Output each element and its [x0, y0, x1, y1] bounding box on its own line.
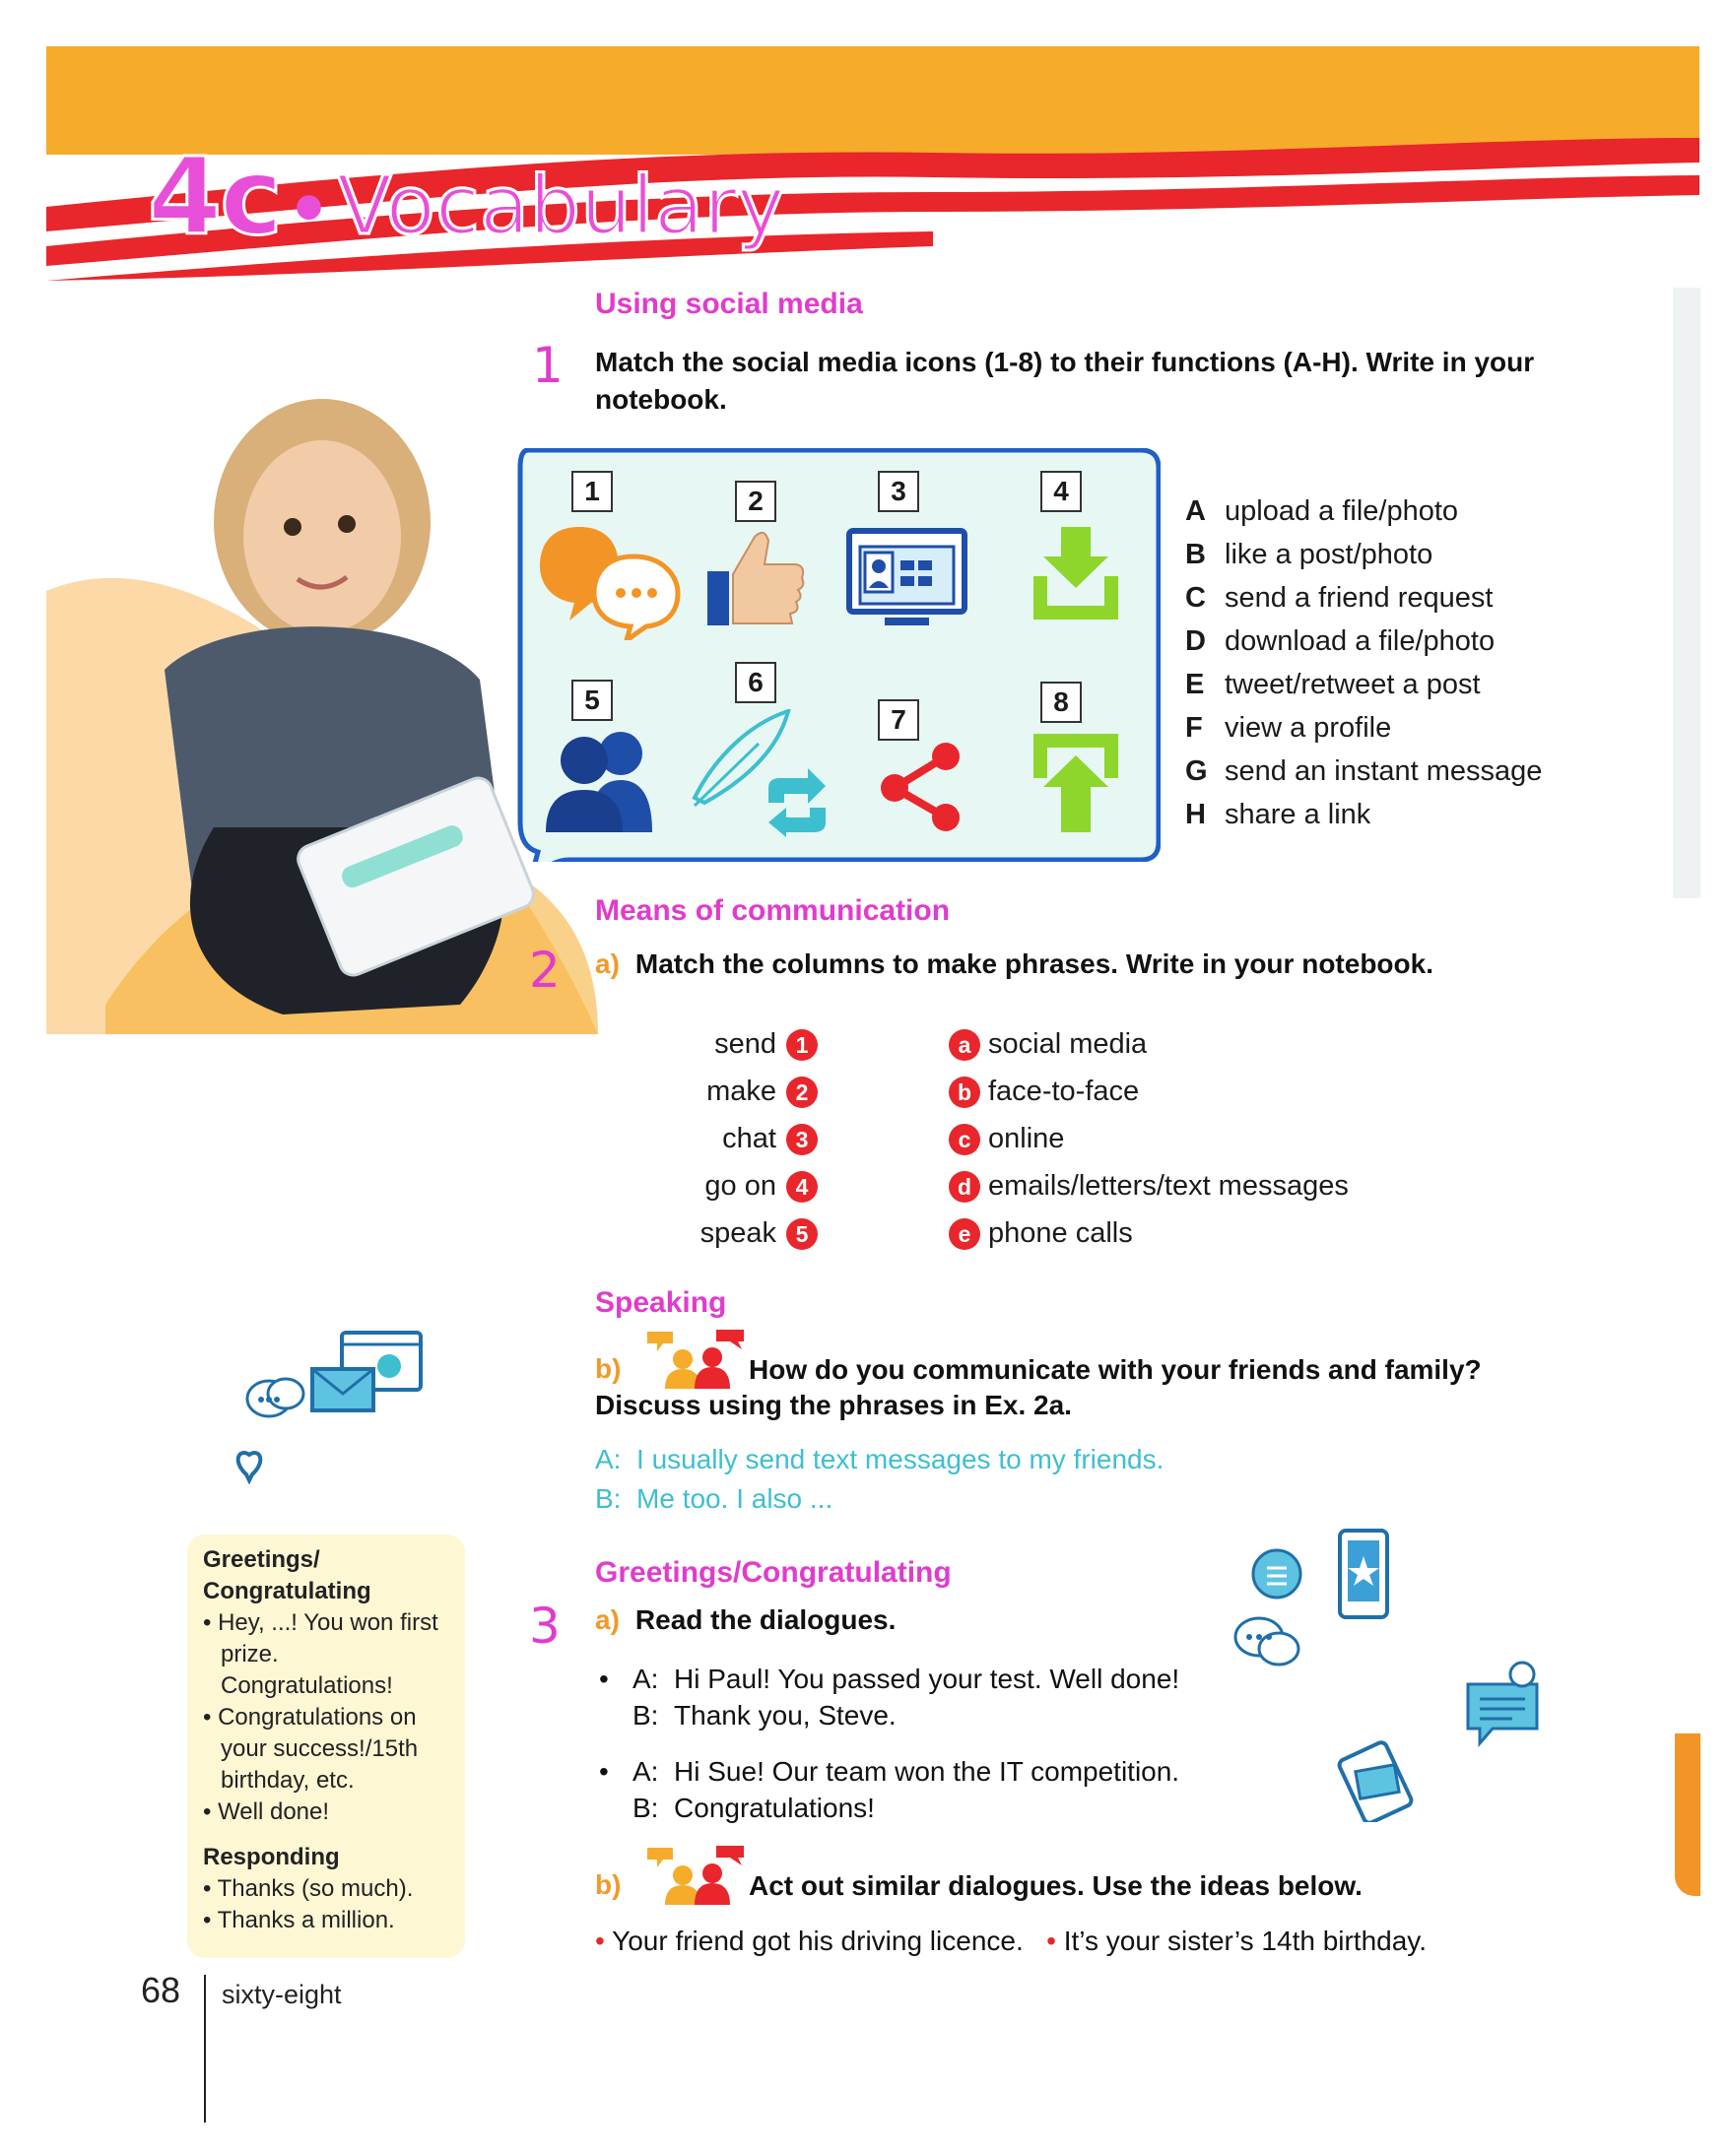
sidebox-item-cont: your success!/15th: [221, 1735, 419, 1762]
exercise-number-3: 3: [529, 1598, 561, 1655]
function-item: G send an instant message: [1185, 755, 1543, 787]
page-word: sixty-eight: [222, 1980, 342, 2009]
dialogue-1: A: Hi Paul! You passed your test. Well done! B: Thank you, Steve.: [632, 1664, 1180, 1731]
chat-bubbles-icon: [540, 522, 683, 640]
model-line-b: B: Me too. I also ...: [595, 1483, 833, 1514]
sidebox-item: • Congratulations on: [203, 1704, 417, 1731]
sidebox-item-cont: birthday, etc.: [221, 1767, 355, 1794]
page-number: 68: [141, 1970, 181, 2010]
number-badge: 5: [786, 1218, 818, 1250]
sidebox-item: • Well done!: [203, 1798, 330, 1825]
sidebox-heading: Congratulating: [203, 1578, 371, 1604]
verb-item: make: [706, 1076, 776, 1107]
sub-letter-b: b): [595, 1353, 622, 1384]
people-icon: [540, 729, 668, 832]
thumbs-up-icon: [707, 527, 806, 625]
model-line-a: A: I usually send text messages to my friends.: [595, 1444, 1164, 1474]
section-heading-speaking: Speaking: [595, 1286, 727, 1319]
messaging-icons-decoration: [232, 1325, 433, 1497]
ending-item: social media: [988, 1028, 1148, 1060]
function-item: A upload a file/photo: [1185, 495, 1459, 527]
unit-number: 4c: [148, 136, 282, 259]
share-icon: [875, 739, 968, 832]
right-edge-tab: [1675, 1733, 1700, 1896]
footer-rule: [204, 1975, 206, 2123]
sidebox-item-cont: Congratulations!: [221, 1672, 393, 1699]
exercise-2a-instruction: a) Match the columns to make phrases. Write in your notebook.: [595, 948, 1433, 979]
dialogue-bullet: •: [599, 1756, 609, 1787]
verb-item: go on: [704, 1170, 776, 1202]
title-bullet: •: [287, 169, 331, 250]
verb-item: send: [714, 1028, 776, 1060]
dialogue-bullet: •: [599, 1664, 609, 1694]
letter-badge: d: [949, 1171, 980, 1203]
quill-retweet-icon: [690, 709, 837, 837]
function-item: E tweet/retweet a post: [1185, 669, 1481, 700]
pair-work-icon: [645, 1846, 749, 1905]
unit-title-block: [148, 136, 784, 259]
icon-number-box: 1: [571, 471, 613, 512]
sidebox-heading: Responding: [203, 1844, 340, 1870]
exercise-2b-instruction-line2: Discuss using the phrases in Ex. 2a.: [595, 1390, 1072, 1420]
function-item: F view a profile: [1185, 712, 1392, 744]
ending-item: online: [988, 1123, 1065, 1154]
verb-item: chat: [722, 1123, 776, 1154]
profile-window-icon: [845, 527, 968, 630]
sidebox-item: • Thanks a million.: [203, 1907, 395, 1933]
phone-message-icons-decoration: [1231, 1527, 1581, 1822]
unit-title: Vocabulary: [336, 160, 785, 253]
exercise-3b-instruction: Act out similar dialogues. Use the ideas below.: [749, 1870, 1363, 1901]
upload-icon: [1030, 734, 1123, 832]
function-item: D download a file/photo: [1185, 625, 1496, 657]
function-item: B like a post/photo: [1185, 539, 1433, 570]
icon-number-box: 2: [735, 481, 776, 522]
section-heading-social-media: Using social media: [595, 288, 863, 320]
section-heading-greetings: Greetings/Congratulating: [595, 1556, 952, 1589]
exercise-number-2: 2: [529, 942, 561, 999]
ideas-line: • Your friend got his driving licence. • It’s your sister’s 14th birthday.: [595, 1926, 1428, 1956]
ending-item: face-to-face: [988, 1076, 1140, 1107]
exercise-1-instruction: Match the social media icons (1-8) to their functions (A-H). Write in your notebook.: [595, 347, 1535, 415]
ending-item: emails/letters/text messages: [988, 1170, 1349, 1202]
sidebox-item: • Thanks (so much).: [203, 1875, 414, 1902]
sidebox-item-cont: prize.: [221, 1641, 279, 1667]
sub-letter-b: b): [595, 1869, 622, 1900]
section-heading-means: Means of communication: [595, 894, 951, 927]
number-badge: 2: [786, 1077, 818, 1108]
function-item: C send a friend request: [1185, 582, 1494, 614]
download-icon: [1030, 527, 1123, 621]
icon-number-box: 3: [878, 471, 919, 512]
ending-item: phone calls: [988, 1217, 1133, 1249]
letter-badge: a: [949, 1029, 980, 1061]
exercise-3a-instruction: a) Read the dialogues.: [595, 1604, 897, 1635]
icon-number-box: 8: [1040, 682, 1082, 723]
function-item: H share a link: [1185, 799, 1371, 830]
letter-badge: c: [949, 1124, 980, 1155]
exercise-2b-instruction-line1: How do you communicate with your friends and family?: [749, 1354, 1482, 1385]
number-badge: 3: [786, 1124, 818, 1155]
icon-number-box: 5: [571, 680, 613, 721]
sidebox-heading: Greetings/: [203, 1546, 320, 1573]
icon-number-box: 6: [735, 662, 776, 703]
number-badge: 4: [786, 1171, 818, 1203]
number-badge: 1: [786, 1029, 818, 1061]
letter-badge: e: [949, 1218, 980, 1250]
letter-badge: b: [949, 1077, 980, 1108]
pair-work-icon: [645, 1330, 749, 1389]
dialogue-2: A: Hi Sue! Our team won the IT competition. B: Congratulations!: [632, 1756, 1180, 1823]
verb-item: speak: [699, 1217, 776, 1249]
useful-language-box: [187, 1535, 465, 1958]
icon-number-box: 7: [878, 699, 919, 741]
icon-number-box: 4: [1040, 471, 1082, 512]
right-edge-photo: [1673, 288, 1700, 898]
sidebox-item: • Hey, ...! You won first: [203, 1609, 438, 1636]
exercise-number-1: 1: [532, 337, 564, 394]
